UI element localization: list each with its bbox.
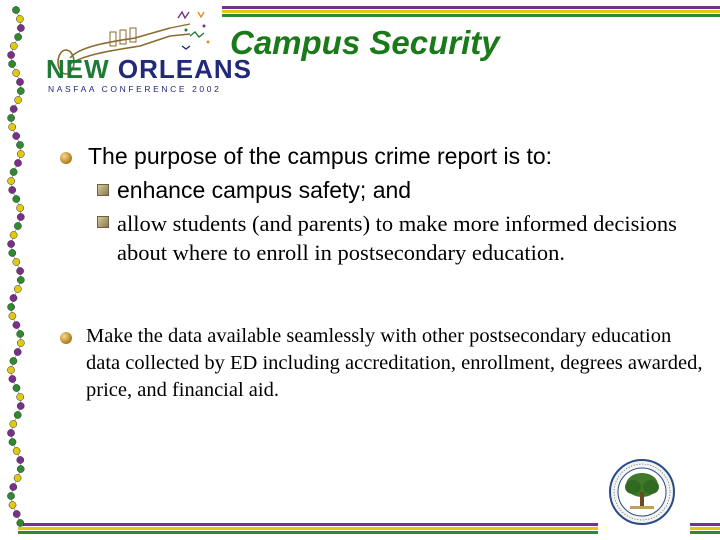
- top-stripe-green: [222, 14, 720, 17]
- bottom-stripe-green: [18, 531, 598, 534]
- bead: [16, 15, 23, 22]
- bead: [9, 375, 16, 382]
- bead: [17, 456, 24, 463]
- bead: [8, 114, 15, 121]
- bead: [10, 105, 17, 112]
- logo-word-orleans: ORLEANS: [109, 54, 253, 84]
- slide-title: Campus Security: [230, 24, 500, 61]
- bead: [16, 141, 23, 148]
- bead: [9, 312, 16, 319]
- bead: [14, 159, 21, 166]
- bead: [9, 501, 16, 508]
- bottom-stripe-purple: [18, 523, 598, 526]
- bead: [8, 240, 15, 247]
- bead: [9, 123, 16, 130]
- bead: [8, 177, 15, 184]
- new-orleans-logo: [40, 6, 253, 106]
- sub-bullet-1-text: enhance campus safety; and: [117, 177, 412, 203]
- bead: [13, 258, 20, 265]
- logo-subtitle: NASFAA CONFERENCE 2002: [48, 84, 222, 94]
- bead: [7, 492, 14, 499]
- bead: [17, 330, 24, 337]
- bead: [9, 186, 16, 193]
- bottom-stripe-yellow-right: [690, 527, 720, 530]
- bead: [14, 474, 21, 481]
- bead: [17, 402, 24, 409]
- bead: [8, 303, 15, 310]
- bead: [17, 87, 24, 94]
- sub-bullet-2-text: allow students (and parents) to make more informed decisions about where to enroll in postsecondary education.: [117, 211, 677, 265]
- bead: [9, 249, 16, 256]
- bead: [12, 6, 19, 13]
- bead: [7, 366, 14, 373]
- bead: [16, 78, 23, 85]
- bead: [14, 411, 21, 418]
- bead: [17, 24, 24, 31]
- top-stripe-purple: [222, 6, 720, 9]
- logo-wordmark: [46, 54, 252, 85]
- bead: [17, 276, 24, 283]
- bullet-2-text: Make the data available seamlessly with other postsecondary education data collected by ED including accreditation, enrollment, degrees awarded, price, and financial aid.: [86, 325, 703, 401]
- bead: [10, 294, 17, 301]
- logo-word-new: NEW: [46, 54, 110, 84]
- bead: [17, 465, 24, 472]
- bead: [13, 132, 20, 139]
- bead: [14, 285, 21, 292]
- bead: [10, 231, 17, 238]
- bead: [15, 33, 22, 40]
- bead: [17, 204, 24, 211]
- top-stripe-yellow: [222, 10, 720, 13]
- bead: [10, 168, 17, 175]
- bead: [14, 222, 21, 229]
- bottom-stripe-purple-right: [690, 523, 720, 526]
- bead: [14, 348, 21, 355]
- bead: [17, 267, 24, 274]
- bead: [9, 438, 16, 445]
- bead: [13, 69, 20, 76]
- department-of-education-seal-icon: [597, 458, 687, 526]
- bullet-icon: [60, 332, 72, 344]
- bead: [13, 321, 20, 328]
- bead: [17, 213, 24, 220]
- bead: [13, 384, 20, 391]
- bead: [10, 357, 17, 364]
- bead: [10, 483, 17, 490]
- bead: [17, 519, 24, 526]
- bead: [8, 51, 15, 58]
- bead: [9, 60, 16, 67]
- bead-chain-decoration: [2, 2, 30, 538]
- bead: [13, 195, 20, 202]
- bullet-icon: [60, 152, 72, 164]
- bead: [7, 429, 14, 436]
- sub-bullet-icon: [97, 216, 109, 228]
- bead: [13, 510, 20, 517]
- sub-bullet-icon: [97, 184, 109, 196]
- bottom-stripe-yellow: [18, 527, 598, 530]
- bead: [13, 447, 20, 454]
- bead: [15, 96, 22, 103]
- bullet-1-text: The purpose of the campus crime report is to:: [88, 143, 553, 169]
- bead: [17, 339, 24, 346]
- bead: [10, 420, 17, 427]
- bead: [17, 393, 24, 400]
- bead: [17, 150, 24, 157]
- bead: [10, 42, 17, 49]
- bottom-stripe-green-right: [690, 531, 720, 534]
